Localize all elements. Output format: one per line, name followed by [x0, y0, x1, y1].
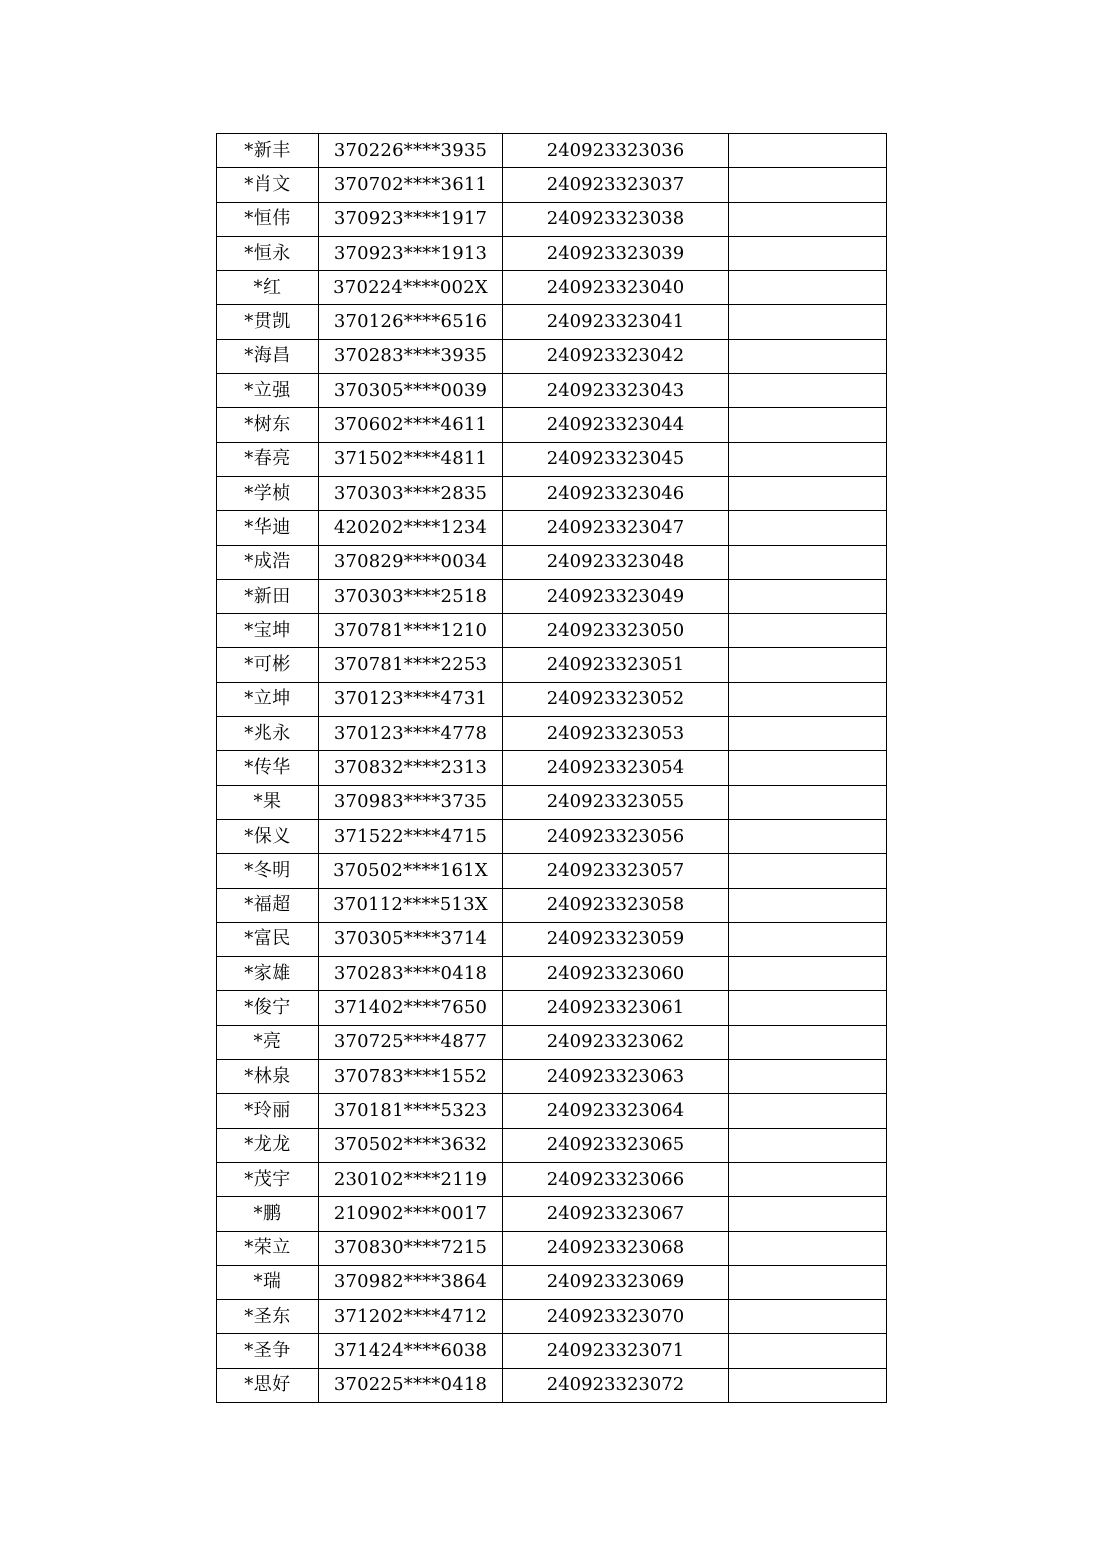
certificate-number-cell: 240923323037 [503, 168, 729, 202]
remarks-cell [729, 236, 887, 270]
name-cell: *成浩 [217, 545, 319, 579]
table-row [217, 1094, 887, 1128]
id-number-cell: 371402****7650 [319, 991, 503, 1025]
table-row [217, 1334, 887, 1368]
remarks-cell [729, 819, 887, 853]
table-row [217, 1162, 887, 1196]
id-number-cell: 370305****3714 [319, 922, 503, 956]
id-number-cell: 370781****1210 [319, 614, 503, 648]
certificate-number-cell: 240923323054 [503, 751, 729, 785]
remarks-cell [729, 1334, 887, 1368]
name-cell: *保义 [217, 819, 319, 853]
name-cell: *鹏 [217, 1197, 319, 1231]
table-row [217, 888, 887, 922]
table-row [217, 511, 887, 545]
name-cell: *茂宇 [217, 1162, 319, 1196]
name-cell: *春亮 [217, 442, 319, 476]
name-cell: *龙龙 [217, 1128, 319, 1162]
table-row [217, 991, 887, 1025]
remarks-cell [729, 579, 887, 613]
certificate-number-cell: 240923323047 [503, 511, 729, 545]
id-number-cell: 370502****3632 [319, 1128, 503, 1162]
certificate-number-cell: 240923323048 [503, 545, 729, 579]
id-number-cell: 370781****2253 [319, 648, 503, 682]
table-row [217, 236, 887, 270]
name-cell: *林泉 [217, 1060, 319, 1094]
name-cell: *新田 [217, 579, 319, 613]
id-number-cell: 370112****513X [319, 888, 503, 922]
id-number-cell: 370982****3864 [319, 1265, 503, 1299]
remarks-cell [729, 168, 887, 202]
table-row [217, 1231, 887, 1265]
certificate-number-cell: 240923323062 [503, 1025, 729, 1059]
certificate-number-cell: 240923323036 [503, 134, 729, 168]
table-row [217, 579, 887, 613]
table-row [217, 545, 887, 579]
table-row [217, 1265, 887, 1299]
certificate-number-cell: 240923323051 [503, 648, 729, 682]
name-cell: *肖文 [217, 168, 319, 202]
certificate-number-cell: 240923323059 [503, 922, 729, 956]
remarks-cell [729, 785, 887, 819]
remarks-cell [729, 1094, 887, 1128]
table-row [217, 751, 887, 785]
name-cell: *宝坤 [217, 614, 319, 648]
table-row [217, 1060, 887, 1094]
id-number-cell: 370832****2313 [319, 751, 503, 785]
remarks-cell [729, 374, 887, 408]
id-number-cell: 370303****2835 [319, 476, 503, 510]
certificate-number-cell: 240923323049 [503, 579, 729, 613]
certificate-number-cell: 240923323067 [503, 1197, 729, 1231]
certificate-number-cell: 240923323040 [503, 271, 729, 305]
name-cell: *瑞 [217, 1265, 319, 1299]
name-cell: *家雄 [217, 957, 319, 991]
table-row [217, 442, 887, 476]
id-number-cell: 370829****0034 [319, 545, 503, 579]
name-cell: *立坤 [217, 682, 319, 716]
id-number-cell: 420202****1234 [319, 511, 503, 545]
table-row [217, 717, 887, 751]
id-number-cell: 370983****3735 [319, 785, 503, 819]
certificate-number-cell: 240923323063 [503, 1060, 729, 1094]
remarks-cell [729, 442, 887, 476]
remarks-cell [729, 134, 887, 168]
remarks-cell [729, 648, 887, 682]
id-number-cell: 370226****3935 [319, 134, 503, 168]
remarks-cell [729, 545, 887, 579]
id-number-cell: 370702****3611 [319, 168, 503, 202]
certificate-number-cell: 240923323056 [503, 819, 729, 853]
remarks-cell [729, 305, 887, 339]
name-cell: *果 [217, 785, 319, 819]
remarks-cell [729, 1025, 887, 1059]
id-number-cell: 370602****4611 [319, 408, 503, 442]
name-cell: *恒永 [217, 236, 319, 270]
name-cell: *思好 [217, 1368, 319, 1402]
id-number-cell: 370126****6516 [319, 305, 503, 339]
certificate-number-cell: 240923323055 [503, 785, 729, 819]
remarks-cell [729, 1265, 887, 1299]
id-number-cell: 370123****4731 [319, 682, 503, 716]
remarks-cell [729, 854, 887, 888]
id-number-cell: 371424****6038 [319, 1334, 503, 1368]
table-row [217, 305, 887, 339]
remarks-cell [729, 408, 887, 442]
remarks-cell [729, 922, 887, 956]
name-cell: *玲丽 [217, 1094, 319, 1128]
certificate-number-cell: 240923323053 [503, 717, 729, 751]
certificate-number-cell: 240923323069 [503, 1265, 729, 1299]
id-number-cell: 371202****4712 [319, 1300, 503, 1334]
name-cell: *富民 [217, 922, 319, 956]
certificate-number-cell: 240923323052 [503, 682, 729, 716]
name-cell: *海昌 [217, 339, 319, 373]
remarks-cell [729, 1197, 887, 1231]
table-row [217, 339, 887, 373]
table-row [217, 922, 887, 956]
name-cell: *福超 [217, 888, 319, 922]
certificate-number-cell: 240923323043 [503, 374, 729, 408]
table-row [217, 854, 887, 888]
name-cell: *新丰 [217, 134, 319, 168]
remarks-cell [729, 751, 887, 785]
remarks-cell [729, 339, 887, 373]
table-row [217, 408, 887, 442]
table-row [217, 1197, 887, 1231]
certificate-number-cell: 240923323045 [503, 442, 729, 476]
remarks-cell [729, 1060, 887, 1094]
certificate-number-cell: 240923323057 [503, 854, 729, 888]
id-number-cell: 370923****1917 [319, 202, 503, 236]
id-number-cell: 370830****7215 [319, 1231, 503, 1265]
remarks-cell [729, 476, 887, 510]
remarks-cell [729, 202, 887, 236]
remarks-cell [729, 957, 887, 991]
certificate-number-cell: 240923323041 [503, 305, 729, 339]
name-cell: *亮 [217, 1025, 319, 1059]
certificate-number-cell: 240923323050 [503, 614, 729, 648]
remarks-cell [729, 717, 887, 751]
name-cell: *华迪 [217, 511, 319, 545]
roster-table [216, 133, 887, 1403]
remarks-cell [729, 1128, 887, 1162]
name-cell: *学桢 [217, 476, 319, 510]
certificate-number-cell: 240923323072 [503, 1368, 729, 1402]
remarks-cell [729, 511, 887, 545]
id-number-cell: 210902****0017 [319, 1197, 503, 1231]
name-cell: *圣东 [217, 1300, 319, 1334]
id-number-cell: 370783****1552 [319, 1060, 503, 1094]
id-number-cell: 370224****002X [319, 271, 503, 305]
certificate-number-cell: 240923323064 [503, 1094, 729, 1128]
certificate-number-cell: 240923323068 [503, 1231, 729, 1265]
table-row [217, 1368, 887, 1402]
id-number-cell: 370181****5323 [319, 1094, 503, 1128]
name-cell: *圣争 [217, 1334, 319, 1368]
name-cell: *传华 [217, 751, 319, 785]
table-row [217, 202, 887, 236]
remarks-cell [729, 614, 887, 648]
remarks-cell [729, 1231, 887, 1265]
name-cell: *俊宁 [217, 991, 319, 1025]
certificate-number-cell: 240923323066 [503, 1162, 729, 1196]
table-row [217, 271, 887, 305]
certificate-number-cell: 240923323061 [503, 991, 729, 1025]
roster-table-body [217, 134, 887, 1403]
remarks-cell [729, 1162, 887, 1196]
name-cell: *荣立 [217, 1231, 319, 1265]
name-cell: *兆永 [217, 717, 319, 751]
table-row [217, 682, 887, 716]
certificate-number-cell: 240923323060 [503, 957, 729, 991]
table-row [217, 785, 887, 819]
certificate-number-cell: 240923323065 [503, 1128, 729, 1162]
name-cell: *红 [217, 271, 319, 305]
certificate-number-cell: 240923323058 [503, 888, 729, 922]
id-number-cell: 370225****0418 [319, 1368, 503, 1402]
remarks-cell [729, 682, 887, 716]
certificate-number-cell: 240923323039 [503, 236, 729, 270]
certificate-number-cell: 240923323046 [503, 476, 729, 510]
table-row [217, 1025, 887, 1059]
name-cell: *树东 [217, 408, 319, 442]
id-number-cell: 370923****1913 [319, 236, 503, 270]
certificate-number-cell: 240923323070 [503, 1300, 729, 1334]
name-cell: *冬明 [217, 854, 319, 888]
id-number-cell: 370283****3935 [319, 339, 503, 373]
table-row [217, 648, 887, 682]
table-row [217, 134, 887, 168]
certificate-number-cell: 240923323038 [503, 202, 729, 236]
id-number-cell: 370303****2518 [319, 579, 503, 613]
id-number-cell: 370305****0039 [319, 374, 503, 408]
table-row [217, 476, 887, 510]
name-cell: *贯凯 [217, 305, 319, 339]
table-row [217, 957, 887, 991]
table-row [217, 374, 887, 408]
certificate-number-cell: 240923323042 [503, 339, 729, 373]
id-number-cell: 370725****4877 [319, 1025, 503, 1059]
table-row [217, 1128, 887, 1162]
table-row [217, 168, 887, 202]
id-number-cell: 371502****4811 [319, 442, 503, 476]
name-cell: *可彬 [217, 648, 319, 682]
name-cell: *立强 [217, 374, 319, 408]
certificate-number-cell: 240923323071 [503, 1334, 729, 1368]
id-number-cell: 370123****4778 [319, 717, 503, 751]
remarks-cell [729, 991, 887, 1025]
remarks-cell [729, 271, 887, 305]
remarks-cell [729, 888, 887, 922]
id-number-cell: 230102****2119 [319, 1162, 503, 1196]
remarks-cell [729, 1300, 887, 1334]
id-number-cell: 371522****4715 [319, 819, 503, 853]
name-cell: *恒伟 [217, 202, 319, 236]
certificate-number-cell: 240923323044 [503, 408, 729, 442]
remarks-cell [729, 1368, 887, 1402]
id-number-cell: 370283****0418 [319, 957, 503, 991]
table-row [217, 614, 887, 648]
id-number-cell: 370502****161X [319, 854, 503, 888]
table-row [217, 819, 887, 853]
table-row [217, 1300, 887, 1334]
